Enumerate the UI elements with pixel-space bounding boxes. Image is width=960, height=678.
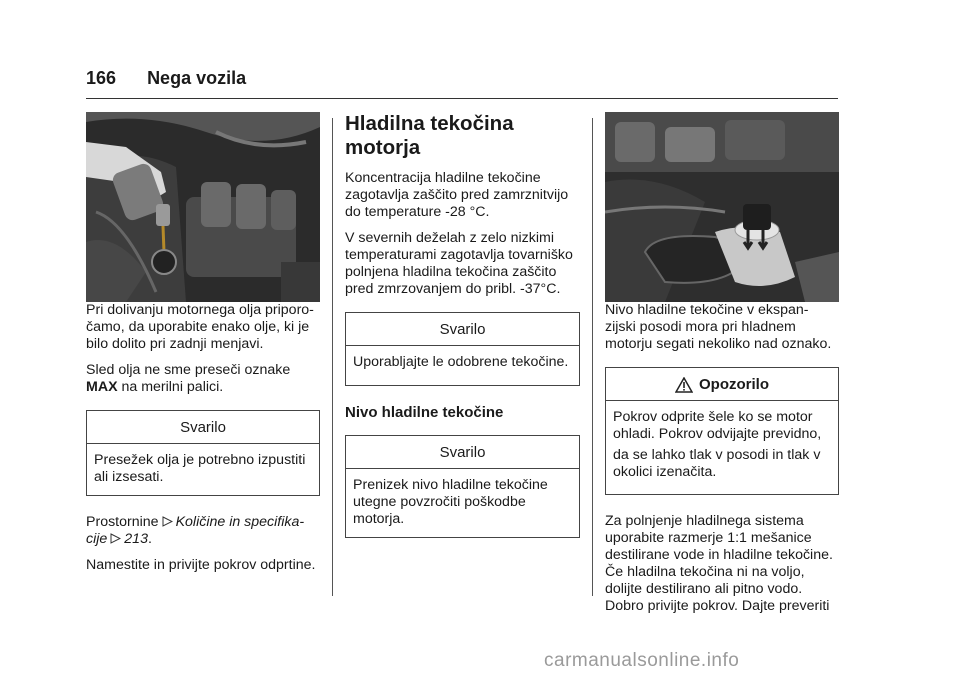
caption-coolant-level: Nivo hladilne tekočine v ekspan-zijski posodi mora pri hladnem motorju segati nekoliko nad oznako. (605, 302, 832, 352)
warning-title-row (606, 368, 838, 401)
notice-body: Prenizek nivo hladilne tekočine utegne povzročiti poškodbe motorja. (353, 477, 548, 527)
notice-body: Uporabljajte le odobrene tekočine. (353, 354, 569, 370)
page-reference-icon (162, 516, 173, 527)
header-rule (86, 98, 838, 99)
warning-triangle-icon (675, 377, 693, 393)
column-divider-2 (592, 118, 593, 596)
warning-title: Opozorilo (699, 376, 769, 393)
engine-oil-photo (86, 112, 320, 302)
notice-box-low-level (345, 435, 580, 538)
warning-box (605, 367, 839, 495)
warning-body (606, 401, 838, 494)
page-number: 166 (86, 68, 117, 88)
page-header (86, 68, 246, 89)
column-3 (605, 112, 839, 624)
refill-paragraph: Za polnjenje hladilnega sistema uporabite razmerje 1:1 mešanice destilirane vode in hladilne tekočine. Če hladilna tekočina ni na voljo, dolijte destilirano ali pitno vodo. Dobro privijte pokrov. Dajte preveriti (605, 513, 833, 614)
column-2 (345, 112, 580, 556)
notice-title: Svarilo (87, 411, 319, 444)
max-mark-label: MAX (86, 379, 118, 395)
notice-box-oil (86, 410, 320, 496)
capacity-link[interactable]: Količine in specifika-cije (86, 514, 305, 547)
closing-instruction: Namestite in privijte pokrov odprtine. (86, 557, 316, 573)
page-title: Nega vozila (147, 68, 247, 88)
notice-box-approved (345, 312, 580, 386)
column-divider-1 (332, 118, 333, 596)
warning-paragraph-2: da se lahko tlak v posodi in tlak v okolici izenačita. (613, 447, 821, 480)
caption-oil-refill: Pri dolivanju motornega olja priporo-čamo, da uporabite enako olje, ki je bilo dolito pri zadnji menjavi. (86, 302, 314, 352)
notice-title: Svarilo (346, 436, 579, 469)
capacity-prefix: Prostornine (86, 514, 159, 530)
coolant-paragraph-2: V severnih deželah z zelo nizkimi temperaturami zagotavlja tovarniško polnjena hladilna tekočina zaščito pred zmrzovanjem do pribl. -37°C. (345, 230, 573, 297)
max-mark-paragraph (86, 362, 320, 396)
capacity-suffix: . (147, 531, 152, 547)
column-1 (86, 112, 320, 583)
capacity-page-link[interactable]: 213 (124, 531, 148, 547)
coolant-paragraph-1: Koncentracija hladilne tekočine zagotavlja zaščito pred zamrznitvijo do temperature -28 °C. (345, 170, 569, 220)
notice-body: Presežek olja je potrebno izpustiti ali izsesati. (94, 452, 306, 485)
max-mark-text-1: Sled olja ne sme preseči oznake (86, 362, 291, 378)
watermark: carmanualsonline.info (544, 650, 740, 671)
max-mark-text-2: na merilni palici. (117, 379, 224, 395)
page-reference-icon (110, 533, 121, 544)
warning-paragraph-1: Pokrov odprite šele ko se motor ohladi. Pokrov odvijajte previdno, (613, 409, 822, 442)
section-title: Hladilna tekočina motorja (345, 112, 514, 159)
subsection-title: Nivo hladilne tekočine (345, 404, 504, 421)
coolant-reservoir-photo (605, 112, 839, 302)
notice-title: Svarilo (346, 313, 579, 346)
capacity-reference (86, 514, 320, 548)
